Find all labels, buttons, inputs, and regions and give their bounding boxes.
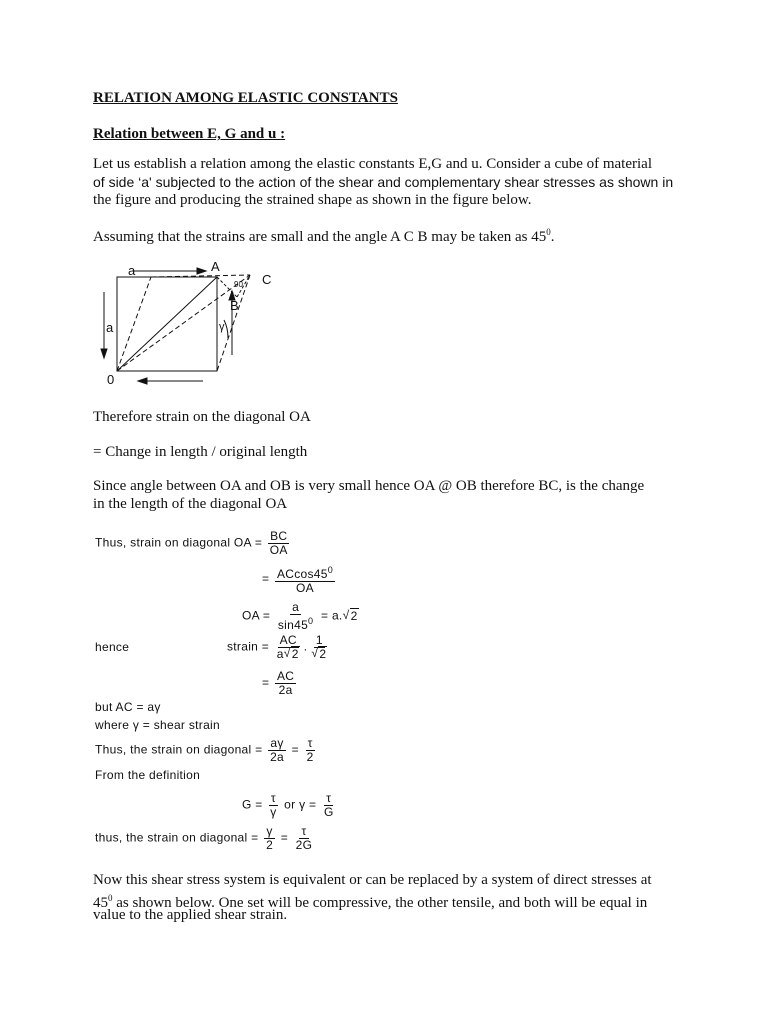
frac-den: 2G xyxy=(295,838,313,852)
strain-label: strain = xyxy=(227,639,270,654)
oa-label: OA = xyxy=(242,608,271,623)
frac-num: τ xyxy=(301,824,307,838)
label-C: C xyxy=(262,272,272,287)
sqrt-2-value: 2 xyxy=(350,608,358,623)
label-90: 90 xyxy=(234,280,243,289)
label-top-a: a xyxy=(128,263,136,278)
label-gamma: γ xyxy=(219,321,225,333)
from-definition-line: From the definition xyxy=(95,768,201,782)
sqrt-2-value: 2 xyxy=(291,647,299,661)
frac-num: 1 xyxy=(315,633,323,647)
frac-den: 2 xyxy=(306,750,314,764)
frac-den xyxy=(275,648,302,661)
eq-sign: = xyxy=(262,675,270,690)
frac-bc-oa xyxy=(268,530,290,557)
intro-line-1: Let us establish a relation among the elastic constants E,G and u. Consider a cube of material xyxy=(93,156,652,172)
thus-diag-label: Thus, the strain on diagonal = xyxy=(95,742,263,757)
frac-accos-oa xyxy=(275,564,335,595)
frac-den: OA xyxy=(269,543,288,557)
top-arrowhead xyxy=(197,268,206,274)
label-side-a: a xyxy=(106,320,114,335)
sqrt-2-value: 2 xyxy=(319,647,327,661)
hence-label: hence xyxy=(95,640,130,654)
eq-accos45 xyxy=(262,564,337,595)
eq-a-dot: = a. xyxy=(321,608,343,623)
since-line-1: Since angle between OA and OB is very small hence OA @ OB therefore BC, is the change xyxy=(93,478,645,494)
frac-num: AC xyxy=(276,669,295,683)
frac-agamma-2a xyxy=(268,737,286,764)
strained-left-edge xyxy=(117,277,151,371)
g-eq-label: G = xyxy=(242,797,263,812)
frac-num: BC xyxy=(270,529,288,543)
frac-tau-2 xyxy=(305,737,316,764)
eq-g-definition xyxy=(242,792,338,819)
eq-strain-value: strain = $\frac{AC}{a√ 2}$ . 1 √ 2 xyxy=(227,634,331,661)
eq-strain-bc-oa xyxy=(95,530,292,557)
bottom-arrowhead xyxy=(138,378,147,384)
frac-num: a xyxy=(292,600,300,614)
intro-line-3: the figure and producing the strained shape as shown in the figure below. xyxy=(93,192,532,208)
sqrt-2 xyxy=(311,648,327,661)
frac-den: 2a xyxy=(270,750,285,764)
main-heading: RELATION AMONG ELASTIC CONSTANTS xyxy=(93,90,398,106)
frac-num: AC xyxy=(279,633,297,647)
frac-num xyxy=(275,564,335,582)
degree-sup: 0 xyxy=(327,565,334,575)
frac-tau-gamma xyxy=(268,792,278,819)
frac-den xyxy=(276,615,316,632)
frac-den: 2 xyxy=(266,838,274,852)
eq-thus-label: Thus, strain on diagonal OA = xyxy=(95,535,263,550)
den-a: a xyxy=(276,647,284,661)
therefore-line: Therefore strain on the diagonal OA xyxy=(93,409,311,425)
frac-den: OA xyxy=(296,581,314,595)
where-gamma-line: where γ = shear strain xyxy=(95,718,220,732)
diagonal-OA xyxy=(117,277,217,371)
since-line-2: in the length of the diagonal OA xyxy=(93,496,288,512)
eq-sign: = xyxy=(262,571,270,586)
sin45-text: sin45 xyxy=(277,618,309,632)
frac-1-sqrt2 xyxy=(309,634,329,661)
frac-tau-2G xyxy=(294,825,315,852)
label-O: 0 xyxy=(107,372,115,387)
frac-gamma-2 xyxy=(264,825,275,852)
frac-num: γ xyxy=(266,824,273,838)
intro-line-2: of side ‘a' subjected to the action of the shear and complementary shear stresses as shown in xyxy=(93,174,674,190)
eq-thus-diagonal xyxy=(95,737,318,764)
label-B: B xyxy=(230,298,239,313)
change-length-line: = Change in length / original length xyxy=(93,444,308,460)
sqrt-2 xyxy=(284,648,300,661)
assumption-degree: 0 xyxy=(546,227,551,237)
now-degree: 0 xyxy=(108,893,113,903)
accos-text: ACcos45 xyxy=(276,567,328,581)
frac-a-sin45 xyxy=(276,601,316,632)
frac-den: γ xyxy=(270,805,277,819)
shear-cube-figure xyxy=(88,256,288,391)
assumption-end: . xyxy=(550,229,555,245)
or-gamma-label: or γ = xyxy=(284,797,317,812)
frac-num: τ xyxy=(326,791,332,805)
but-ac-line: but AC = aγ xyxy=(95,700,161,714)
frac-num: aγ xyxy=(270,736,284,750)
frac-den xyxy=(309,648,329,661)
gamma-arc xyxy=(224,320,228,338)
eq-sign: = xyxy=(280,830,289,845)
frac-num: τ xyxy=(307,736,313,750)
now-line-3: value to the applied shear strain. xyxy=(93,907,288,923)
left-arrowhead xyxy=(101,349,107,358)
label-A: A xyxy=(211,259,220,274)
assumption-text: Assuming that the strains are small and the angle A C B may be taken as 45 xyxy=(93,229,547,245)
frac-tau-G xyxy=(322,792,336,819)
now-45: 45 xyxy=(93,895,108,911)
eq-final-strain xyxy=(95,825,316,852)
frac-den: 2a xyxy=(278,683,293,697)
now-line-2-text: as shown below. One set will be compressive, the other tensile, and both will be equal in xyxy=(112,895,648,911)
assumption-paragraph xyxy=(93,223,683,246)
eq-sign: = xyxy=(291,742,299,757)
frac-ac-asqrt2 xyxy=(275,634,302,661)
degree-sup: 0 xyxy=(308,616,314,626)
frac-ac-2a xyxy=(275,670,296,697)
eq-ac-2a xyxy=(262,670,298,697)
frac-num: τ xyxy=(270,791,276,805)
sqrt-2 xyxy=(343,609,359,623)
now-line-1: Now this shear stress system is equivalent or can be replaced by a system of direct stresses at xyxy=(93,872,652,888)
thus-diag2-label: thus, the strain on diagonal = xyxy=(95,830,259,845)
frac-den: G xyxy=(323,805,334,819)
eq-oa-value xyxy=(242,601,359,632)
sub-heading: Relation between E, G and u : xyxy=(93,126,286,142)
